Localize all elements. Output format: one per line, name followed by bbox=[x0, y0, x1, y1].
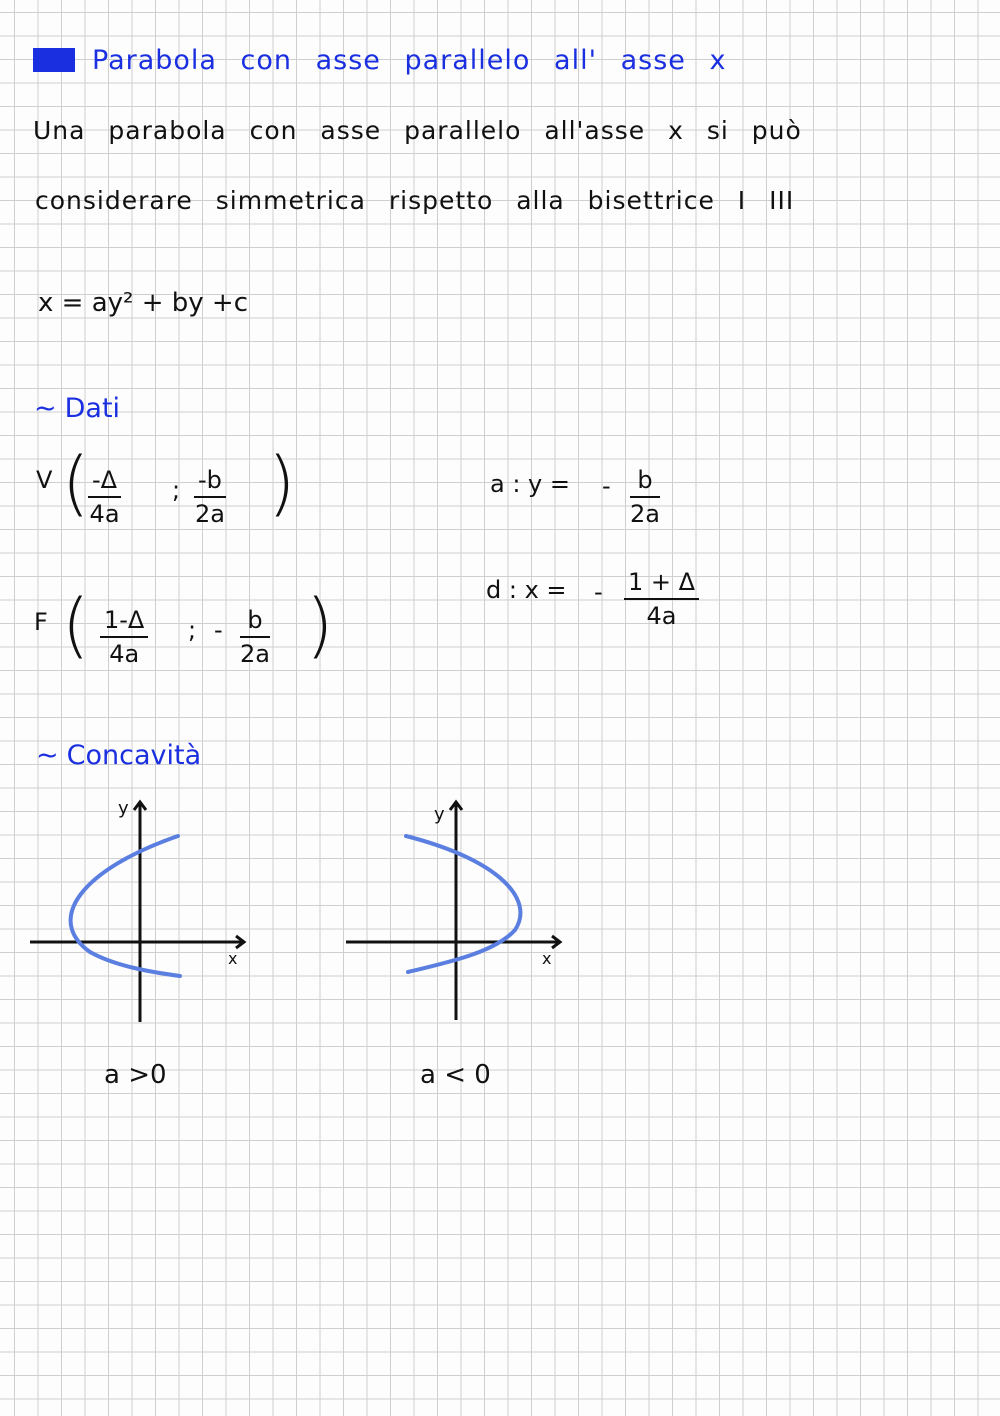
vertex-y-numerator: -b bbox=[194, 466, 226, 498]
intro-line-2: considerare simmetrica rispetto alla bisettrice I III bbox=[35, 186, 795, 215]
focus-y-denominator: 2a bbox=[240, 640, 270, 668]
graph-opening-right bbox=[0, 780, 300, 1040]
page-title: Parabola con asse parallelo all' asse x bbox=[92, 45, 727, 76]
vertex-x-numerator: -Δ bbox=[88, 466, 121, 498]
parabola-curve bbox=[406, 836, 520, 972]
focus-y-numerator: b bbox=[240, 606, 270, 638]
graph-opening-left bbox=[330, 780, 590, 1040]
focus-separator: ; bbox=[188, 616, 197, 644]
tilde-icon: ∼ bbox=[36, 740, 59, 771]
focus-open-paren: ( bbox=[62, 584, 90, 666]
axis-fraction bbox=[630, 466, 660, 528]
directrix-denominator: 4a bbox=[646, 602, 677, 630]
vertex-x-fraction bbox=[88, 466, 121, 528]
intro-line-1: Una parabola con asse parallelo all'asse x si può bbox=[33, 116, 802, 145]
vertex-label: V bbox=[36, 466, 53, 494]
focus-x-fraction bbox=[100, 606, 148, 668]
condition-a-negative: a < 0 bbox=[420, 1060, 491, 1090]
condition-a-positive: a >0 bbox=[104, 1060, 167, 1090]
directrix-fraction bbox=[624, 568, 699, 630]
vertex-separator: ; bbox=[172, 476, 181, 504]
vertex-close-paren: ) bbox=[268, 442, 296, 524]
focus-x-numerator: 1-Δ bbox=[100, 606, 148, 638]
axis-sign: - bbox=[602, 472, 611, 500]
x-axis-label: x bbox=[228, 949, 238, 968]
y-axis-label: y bbox=[434, 804, 445, 825]
vertex-x-denominator: 4a bbox=[89, 500, 120, 528]
focus-label: F bbox=[34, 608, 48, 636]
section-heading-concavita: ∼ Concavità bbox=[36, 740, 202, 771]
directrix-sign: - bbox=[594, 578, 603, 606]
focus-y-fraction bbox=[240, 606, 270, 668]
directrix-numerator: 1 + Δ bbox=[624, 568, 699, 600]
directrix-label: d : x = bbox=[486, 576, 567, 604]
axis-numerator: b bbox=[630, 466, 660, 498]
vertex-y-denominator: 2a bbox=[194, 500, 225, 528]
tilde-icon: ∼ bbox=[34, 393, 57, 424]
axis-denominator: 2a bbox=[630, 500, 660, 528]
x-axis-label: x bbox=[542, 949, 552, 968]
vertex-y-fraction bbox=[194, 466, 226, 528]
axis-label: a : y = bbox=[490, 470, 570, 498]
focus-y-sign: - bbox=[214, 616, 223, 644]
section-heading-dati: ∼ Dati bbox=[34, 393, 121, 424]
focus-x-denominator: 4a bbox=[109, 640, 140, 668]
y-axis-label: y bbox=[118, 798, 129, 819]
vertex-open-paren: ( bbox=[62, 442, 90, 524]
parabola-equation: x = ay² + by +c bbox=[38, 288, 248, 318]
focus-close-paren: ) bbox=[306, 584, 334, 666]
parabola-curve bbox=[71, 836, 180, 976]
title-marker bbox=[33, 48, 75, 72]
